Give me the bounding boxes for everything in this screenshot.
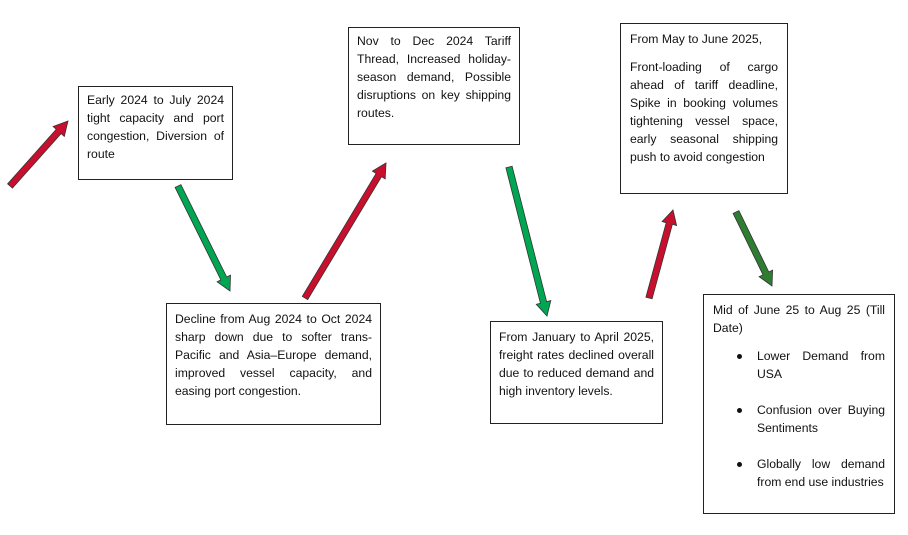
phase-jan-apr-2025-text: From January to April 2025, freight rates declined overall due to reduced demand and high inventory levels. <box>499 330 654 398</box>
phase-aug-oct-2024-text: Decline from Aug 2024 to Oct 2024 sharp down due to softer trans-Pacific and Asia–Europe demand, improved vessel capacity, and easing port congestion. <box>175 312 372 398</box>
bullet-item: Lower Demand from USA <box>713 347 885 383</box>
phase-aug-oct-2024-box <box>166 303 381 425</box>
bullet-item: Globally low demand from end use industries <box>713 455 885 491</box>
phase-jun-aug-2025-heading: Mid of June 25 to Aug 25 (Till Date) <box>713 303 885 335</box>
phase-jun-aug-2025-box <box>703 294 895 514</box>
phase-jan-apr-2025-box <box>490 321 663 424</box>
phase-early-2024-text: Early 2024 to July 2024 tight capacity and port congestion, Diversion of route <box>87 93 224 161</box>
bullet-item: Confusion over Buying Sentiments <box>713 401 885 437</box>
down-arrow-3 <box>733 211 773 286</box>
phase-may-jun-2025-text: Front-loading of cargo ahead of tariff deadline, Spike in booking volumes tightening vessel space, early seasonal shipping push to avoid congestion <box>630 60 778 164</box>
up-arrow-2 <box>302 163 386 300</box>
down-arrow-1 <box>175 185 230 291</box>
phase-may-jun-2025-heading: From May to June 2025, <box>630 32 763 46</box>
up-arrow-3 <box>646 210 677 299</box>
phase-may-jun-2025-box <box>620 23 788 194</box>
phase-nov-dec-2024-box <box>348 27 520 145</box>
phase-nov-dec-2024-text: Nov to Dec 2024 Tariff Thread, Increased holiday-season demand, Possible disruptions on key shipping routes. <box>357 34 511 120</box>
phase-early-2024-box <box>78 86 233 180</box>
up-arrow-1 <box>8 121 68 188</box>
down-arrow-2 <box>506 166 551 316</box>
phase-jun-aug-2025-bullets <box>713 347 885 491</box>
